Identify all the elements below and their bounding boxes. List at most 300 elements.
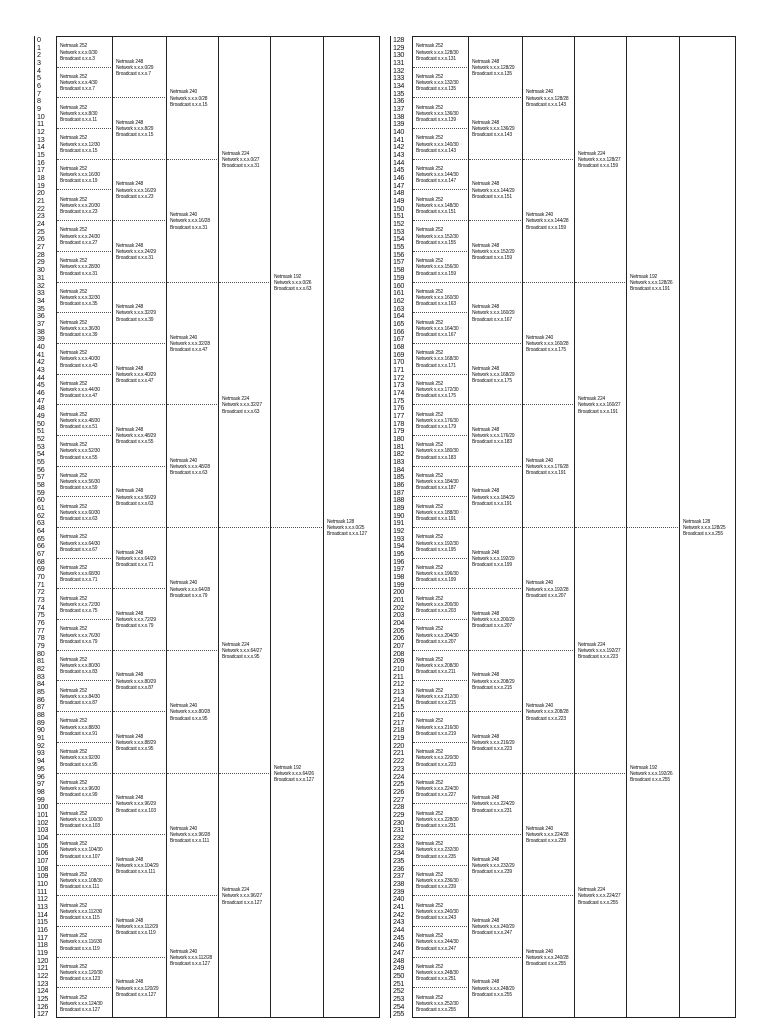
netmask-line: Netmask 252 [60,74,88,81]
netmask-line: Netmask 252 [60,166,88,173]
network-line: Network x.x.x.152/29 [472,249,515,255]
address-number: 102 [37,817,49,827]
subnet-block [413,466,469,498]
network-line: Network x.x.x.32/29 [116,310,156,317]
address-number: 65 [37,533,45,543]
address-number: 119 [37,947,48,957]
broadcast-line: Broadcast x.x.x.211 [416,669,456,676]
netmask-line: Netmask 252 [416,411,444,418]
subnet-block [680,36,736,1019]
broadcast-line: Broadcast x.x.x.111 [60,884,100,891]
netmask-line: Netmask 252 [416,749,444,756]
address-number: 214 [393,694,405,704]
address-number: 96 [37,771,45,781]
broadcast-line: Broadcast x.x.x.251 [416,976,456,983]
broadcast-line: Broadcast x.x.x.159 [472,255,512,262]
netmask-line: Netmask 252 [60,472,88,479]
network-line: Network x.x.x.140/30 [416,141,459,148]
column-bottom-rule [57,1017,113,1018]
column-bottom-rule [113,1017,167,1018]
subnet-level-column-25 [679,36,736,1018]
broadcast-line: Broadcast x.x.x.79 [116,623,154,630]
broadcast-line: Broadcast x.x.x.31 [60,270,98,277]
broadcast-line: Broadcast x.x.x.43 [60,362,98,369]
subnet-block [469,527,523,589]
address-number: 112 [37,894,48,904]
netmask-line: Netmask 248 [116,426,144,433]
netmask-line: Netmask 252 [416,196,444,203]
subnet-block [523,650,575,774]
netmask-line: Netmask 252 [416,902,444,909]
subnet-block [469,957,523,1019]
address-number: 243 [393,917,405,927]
address-number: 46 [37,387,45,397]
address-number: 246 [393,940,405,950]
address-number: 247 [393,947,405,957]
network-line: Network x.x.x.8/29 [116,126,154,133]
network-line: Network x.x.x.228/30 [416,816,459,823]
address-number: 104 [37,832,49,842]
netmask-line: Netmask 252 [416,503,444,510]
netmask-line: Netmask 252 [60,657,88,664]
netmask-line: Netmask 252 [416,779,444,786]
address-number: 108 [37,863,49,873]
netmask-line: Netmask 252 [416,657,444,664]
network-line: Network x.x.x.44/30 [60,387,100,394]
network-line: Network x.x.x.192/27 [578,647,621,654]
address-number: 41 [37,349,45,359]
address-number: 77 [37,625,45,635]
netmask-line: Netmask 224 [578,887,606,894]
netmask-line: Netmask 252 [416,565,444,572]
subnet-block [113,588,167,650]
address-number: 138 [393,111,405,121]
network-line: Network x.x.x.176/29 [472,433,515,440]
column-bottom-rule [413,1017,469,1018]
network-line: Network x.x.x.112/28 [170,954,213,961]
network-line: Network x.x.x.128/30 [416,49,459,56]
address-number: 211 [393,671,404,681]
netmask-line: Netmask 248 [116,611,144,618]
network-line: Network x.x.x.160/27 [578,402,621,409]
netmask-line: Netmask 248 [472,856,500,863]
broadcast-line: Broadcast x.x.x.95 [170,715,208,722]
subnet-block [57,527,113,559]
network-line: Network x.x.x.208/28 [526,709,569,716]
subnet-block [413,404,469,436]
address-number: 7 [37,88,41,98]
broadcast-line: Broadcast x.x.x.151 [472,193,512,200]
network-line: Network x.x.x.224/29 [472,801,515,808]
broadcast-line: Broadcast x.x.x.231 [472,807,512,814]
address-number: 252 [393,986,405,996]
broadcast-line: Broadcast x.x.x.75 [60,608,98,615]
broadcast-line: Broadcast x.x.x.19 [60,178,98,185]
broadcast-line: Broadcast x.x.x.247 [472,930,512,937]
broadcast-line: Broadcast x.x.x.107 [60,853,100,860]
network-line: Network x.x.x.240/28 [526,954,569,961]
subnet-block [113,834,167,896]
subnet-level-column-30 [56,36,113,1018]
network-line: Network x.x.x.240/30 [416,908,459,915]
network-line: Network x.x.x.152/30 [416,233,459,240]
network-line: Network x.x.x.116/30 [60,939,103,946]
address-number: 79 [37,641,45,651]
address-number: 89 [37,717,45,727]
subnet-block [113,650,167,712]
subnet-block [113,895,167,957]
address-number: 230 [393,817,405,827]
netmask-line: Netmask 252 [416,963,444,970]
address-number: 139 [393,119,405,129]
column-bottom-rule [523,1017,575,1018]
address-number: 92 [37,740,45,750]
address-number: 16 [37,157,45,167]
address-number: 192 [393,526,405,535]
broadcast-line: Broadcast x.x.x.207 [472,623,512,630]
netmask-line: Netmask 252 [416,472,444,479]
address-number: 154 [393,234,405,244]
broadcast-line: Broadcast x.x.x.135 [416,86,456,93]
broadcast-line: Broadcast x.x.x.239 [416,884,456,891]
address-number: 114 [37,909,48,919]
address-number: 82 [37,664,45,674]
broadcast-line: Broadcast x.x.x.7 [60,86,95,93]
address-number: 210 [393,664,405,674]
network-line: Network x.x.x.224/27 [578,893,621,900]
network-line: Network x.x.x.48/28 [170,463,210,470]
network-line: Network x.x.x.224/30 [416,786,459,793]
network-line: Network x.x.x.180/30 [416,448,459,455]
network-line: Network x.x.x.192/28 [526,586,569,593]
address-number: 94 [37,756,45,766]
netmask-line: Netmask 252 [60,411,88,418]
column-bottom-rule [575,1017,627,1018]
address-number: 11 [37,119,44,129]
broadcast-line: Broadcast x.x.x.207 [416,638,456,645]
netmask-line: Netmask 240 [170,457,198,464]
address-number: 99 [37,794,45,804]
netmask-line: Netmask 252 [416,994,444,1001]
address-number: 182 [393,449,405,459]
subnet-block [113,527,167,589]
netmask-line: Netmask 252 [60,503,88,510]
netmask-line: Netmask 240 [170,825,198,832]
broadcast-line: Broadcast x.x.x.179 [416,423,456,430]
network-line: Network x.x.x.60/30 [60,509,100,516]
netmask-line: Netmask 252 [60,104,88,111]
address-number: 2 [37,50,41,60]
address-number: 129 [393,42,405,52]
subnet-block [575,36,627,283]
address-number: 18 [37,173,45,183]
broadcast-line: Broadcast x.x.x.219 [416,730,456,737]
address-number: 81 [37,656,45,666]
address-number: 222 [393,756,405,766]
subnet-block [57,558,113,590]
address-number: 23 [37,211,45,221]
address-number: 253 [393,993,405,1003]
netmask-line: Netmask 248 [116,795,144,802]
subnet-block [413,558,469,590]
network-line: Network x.x.x.72/29 [116,617,156,624]
broadcast-line: Broadcast x.x.x.243 [416,914,456,921]
network-line: Network x.x.x.64/30 [60,540,100,547]
subnet-block [57,189,113,221]
address-number: 146 [393,173,405,183]
address-number: 93 [37,748,45,758]
netmask-line: Netmask 252 [60,994,88,1001]
broadcast-line: Broadcast x.x.x.175 [526,347,566,354]
network-line: Network x.x.x.4/30 [60,80,98,87]
broadcast-line: Broadcast x.x.x.143 [416,147,456,154]
broadcast-line: Broadcast x.x.x.171 [416,362,456,369]
broadcast-line: Broadcast x.x.x.223 [416,761,456,768]
subnet-block [413,220,469,252]
network-line: Network x.x.x.96/29 [116,801,156,808]
netmask-line: Netmask 252 [60,135,88,142]
netmask-line: Netmask 252 [60,933,88,940]
subnet-block [469,36,523,98]
broadcast-line: Broadcast x.x.x.227 [416,792,456,799]
address-number: 117 [37,932,48,942]
netmask-line: Netmask 252 [60,687,88,694]
address-number: 80 [37,648,45,658]
network-line: Network x.x.x.232/29 [472,862,515,869]
broadcast-line: Broadcast x.x.x.87 [60,700,98,707]
network-line: Network x.x.x.208/30 [416,663,459,670]
address-number: 153 [393,226,405,236]
broadcast-line: Broadcast x.x.x.103 [60,822,100,829]
network-line: Network x.x.x.248/30 [416,970,459,977]
address-number: 193 [393,533,405,543]
subnet-block [167,159,219,283]
broadcast-line: Broadcast x.x.x.203 [416,608,456,615]
subnet-block [413,773,469,805]
netmask-line: Netmask 224 [222,887,250,894]
network-line: Network x.x.x.240/29 [472,924,515,931]
address-number: 57 [37,472,45,482]
broadcast-line: Broadcast x.x.x.103 [116,807,156,814]
netmask-line: Netmask 248 [116,365,144,372]
address-number: 47 [37,395,45,405]
subnet-block [271,527,324,1019]
netmask-line: Netmask 252 [60,871,88,878]
subnet-block [57,220,113,252]
address-number: 248 [393,955,405,965]
address-number: 62 [37,510,45,520]
broadcast-line: Broadcast x.x.x.23 [116,193,154,200]
broadcast-line: Broadcast x.x.x.223 [526,715,566,722]
address-number: 106 [37,848,49,858]
netmask-line: Netmask 252 [60,963,88,970]
network-line: Network x.x.x.36/30 [60,325,100,332]
netmask-line: Netmask 252 [60,595,88,602]
subnet-panel-0-127 [34,36,378,1018]
address-number: 255 [393,1009,405,1019]
address-number: 95 [37,763,45,773]
network-line: Network x.x.x.128/27 [578,156,621,163]
netmask-line: Netmask 248 [116,979,144,986]
address-number: 28 [37,249,45,259]
netmask-line: Netmask 128 [327,519,355,525]
address-number: 121 [37,963,49,973]
address-number: 130 [393,50,405,60]
netmask-line: Netmask 224 [222,396,250,403]
address-number: 186 [393,479,405,489]
subnet-block [413,282,469,314]
netmask-line: Netmask 240 [170,580,198,587]
network-line: Network x.x.x.224/28 [526,832,569,839]
subnet-block [219,773,271,1020]
address-number: 250 [393,970,405,980]
network-line: Network x.x.x.72/30 [60,601,100,608]
broadcast-line: Broadcast x.x.x.235 [416,853,456,860]
address-number: 61 [37,502,45,512]
address-number: 144 [393,157,405,167]
network-line: Network x.x.x.12/30 [60,141,100,148]
broadcast-line: Broadcast x.x.x.191 [472,500,512,507]
address-number: 4 [37,65,41,75]
netmask-line: Netmask 252 [416,442,444,449]
address-number: 232 [393,832,405,842]
netmask-line: Netmask 224 [578,150,606,157]
network-line: Network x.x.x.148/30 [416,202,459,209]
address-number: 55 [37,456,45,466]
broadcast-line: Broadcast x.x.x.223 [472,746,512,753]
broadcast-line: Broadcast x.x.x.215 [472,684,512,691]
address-number: 216 [393,710,405,720]
address-number: 125 [37,993,49,1003]
subnet-block [113,957,167,1019]
broadcast-line: Broadcast x.x.x.79 [170,592,208,599]
broadcast-line: Broadcast x.x.x.195 [416,546,456,553]
network-line: Network x.x.x.32/27 [222,402,262,409]
address-number: 187 [393,487,405,497]
address-number: 25 [37,226,45,236]
network-line: Network x.x.x.120/29 [116,985,159,992]
broadcast-line: Broadcast x.x.x.199 [472,562,512,569]
subnet-block [113,343,167,405]
netmask-line: Netmask 248 [472,549,500,556]
netmask-line: Netmask 252 [416,595,444,602]
subnet-block [523,159,575,283]
network-line: Network x.x.x.196/30 [416,571,459,578]
netmask-line: Netmask 248 [472,611,500,618]
address-number: 78 [37,633,45,643]
subnet-block [113,711,167,773]
address-number: 17 [37,165,45,175]
netmask-line: Netmask 252 [60,350,88,357]
address-number: 35 [37,303,45,313]
subnet-block [57,435,113,467]
network-line: Network x.x.x.144/30 [416,172,459,179]
address-number: 178 [393,418,405,428]
broadcast-line: Broadcast x.x.x.51 [60,423,98,430]
network-line: Network x.x.x.216/29 [472,740,515,746]
address-number: 131 [393,58,405,68]
broadcast-line: Broadcast x.x.x.127 [327,531,367,538]
netmask-line: Netmask 248 [472,365,500,372]
address-number: 73 [37,595,45,605]
network-line: Network x.x.x.80/30 [60,663,100,670]
broadcast-line: Broadcast x.x.x.71 [116,562,154,569]
broadcast-line: Broadcast x.x.x.95 [116,746,154,753]
subnet-block [413,588,469,620]
netmask-line: Netmask 248 [472,733,500,740]
address-number: 231 [393,825,405,835]
address-number: 235 [393,855,405,865]
network-line: Network x.x.x.28/30 [60,264,100,271]
address-number: 64 [37,526,45,535]
subnet-block [57,957,113,989]
broadcast-line: Broadcast x.x.x.31 [170,224,208,231]
broadcast-line: Broadcast x.x.x.67 [60,546,98,553]
address-number: 128 [393,35,405,44]
subnet-level-column-28 [522,36,575,1018]
broadcast-line: Broadcast x.x.x.7 [116,71,151,78]
broadcast-line: Broadcast x.x.x.3 [60,55,95,62]
address-number: 8 [37,96,41,106]
address-number: 242 [393,909,405,919]
network-line: Network x.x.x.120/30 [60,970,103,977]
subnet-panel-128-255 [390,36,764,1018]
subnet-block [413,97,469,129]
broadcast-line: Broadcast x.x.x.239 [472,868,512,875]
netmask-line: Netmask 192 [274,273,302,280]
address-number: 84 [37,679,45,689]
address-number: 123 [37,978,49,988]
network-line: Network x.x.x.48/29 [116,433,156,440]
broadcast-line: Broadcast x.x.x.27 [60,239,98,246]
network-line: Network x.x.x.128/26 [630,279,673,286]
broadcast-line: Broadcast x.x.x.87 [116,684,154,691]
address-number: 135 [393,88,405,98]
subnet-block [57,496,113,528]
broadcast-line: Broadcast x.x.x.31 [116,255,154,262]
subnet-block [413,159,469,191]
address-number: 90 [37,725,45,735]
network-line: Network x.x.x.128/28 [526,95,569,102]
broadcast-line: Broadcast x.x.x.143 [526,101,566,108]
broadcast-line: Broadcast x.x.x.59 [60,485,98,492]
address-number: 12 [37,127,45,137]
network-line: Network x.x.x.176/28 [526,463,569,470]
network-line: Network x.x.x.64/26 [274,770,314,777]
address-number: 218 [393,725,405,735]
netmask-line: Netmask 248 [472,304,500,311]
broadcast-line: Broadcast x.x.x.123 [60,976,100,983]
address-number: 160 [393,280,405,290]
netmask-line: Netmask 248 [116,120,144,127]
subnet-block [469,466,523,528]
address-number: 245 [393,932,405,942]
broadcast-line: Broadcast x.x.x.119 [60,945,100,952]
subnet-block [413,957,469,989]
broadcast-line: Broadcast x.x.x.159 [578,163,618,170]
subnet-level-column-25 [323,36,380,1018]
network-line: Network x.x.x.104/29 [116,862,159,869]
broadcast-line: Broadcast x.x.x.255 [630,776,670,783]
address-number: 66 [37,541,45,551]
subnet-block [57,36,113,68]
subnet-block [57,711,113,743]
address-number: 179 [393,426,405,436]
network-line: Network x.x.x.248/29 [472,985,515,992]
network-line: Network x.x.x.184/29 [472,494,515,501]
netmask-line: Netmask 252 [416,933,444,940]
netmask-line: Netmask 248 [472,58,500,65]
